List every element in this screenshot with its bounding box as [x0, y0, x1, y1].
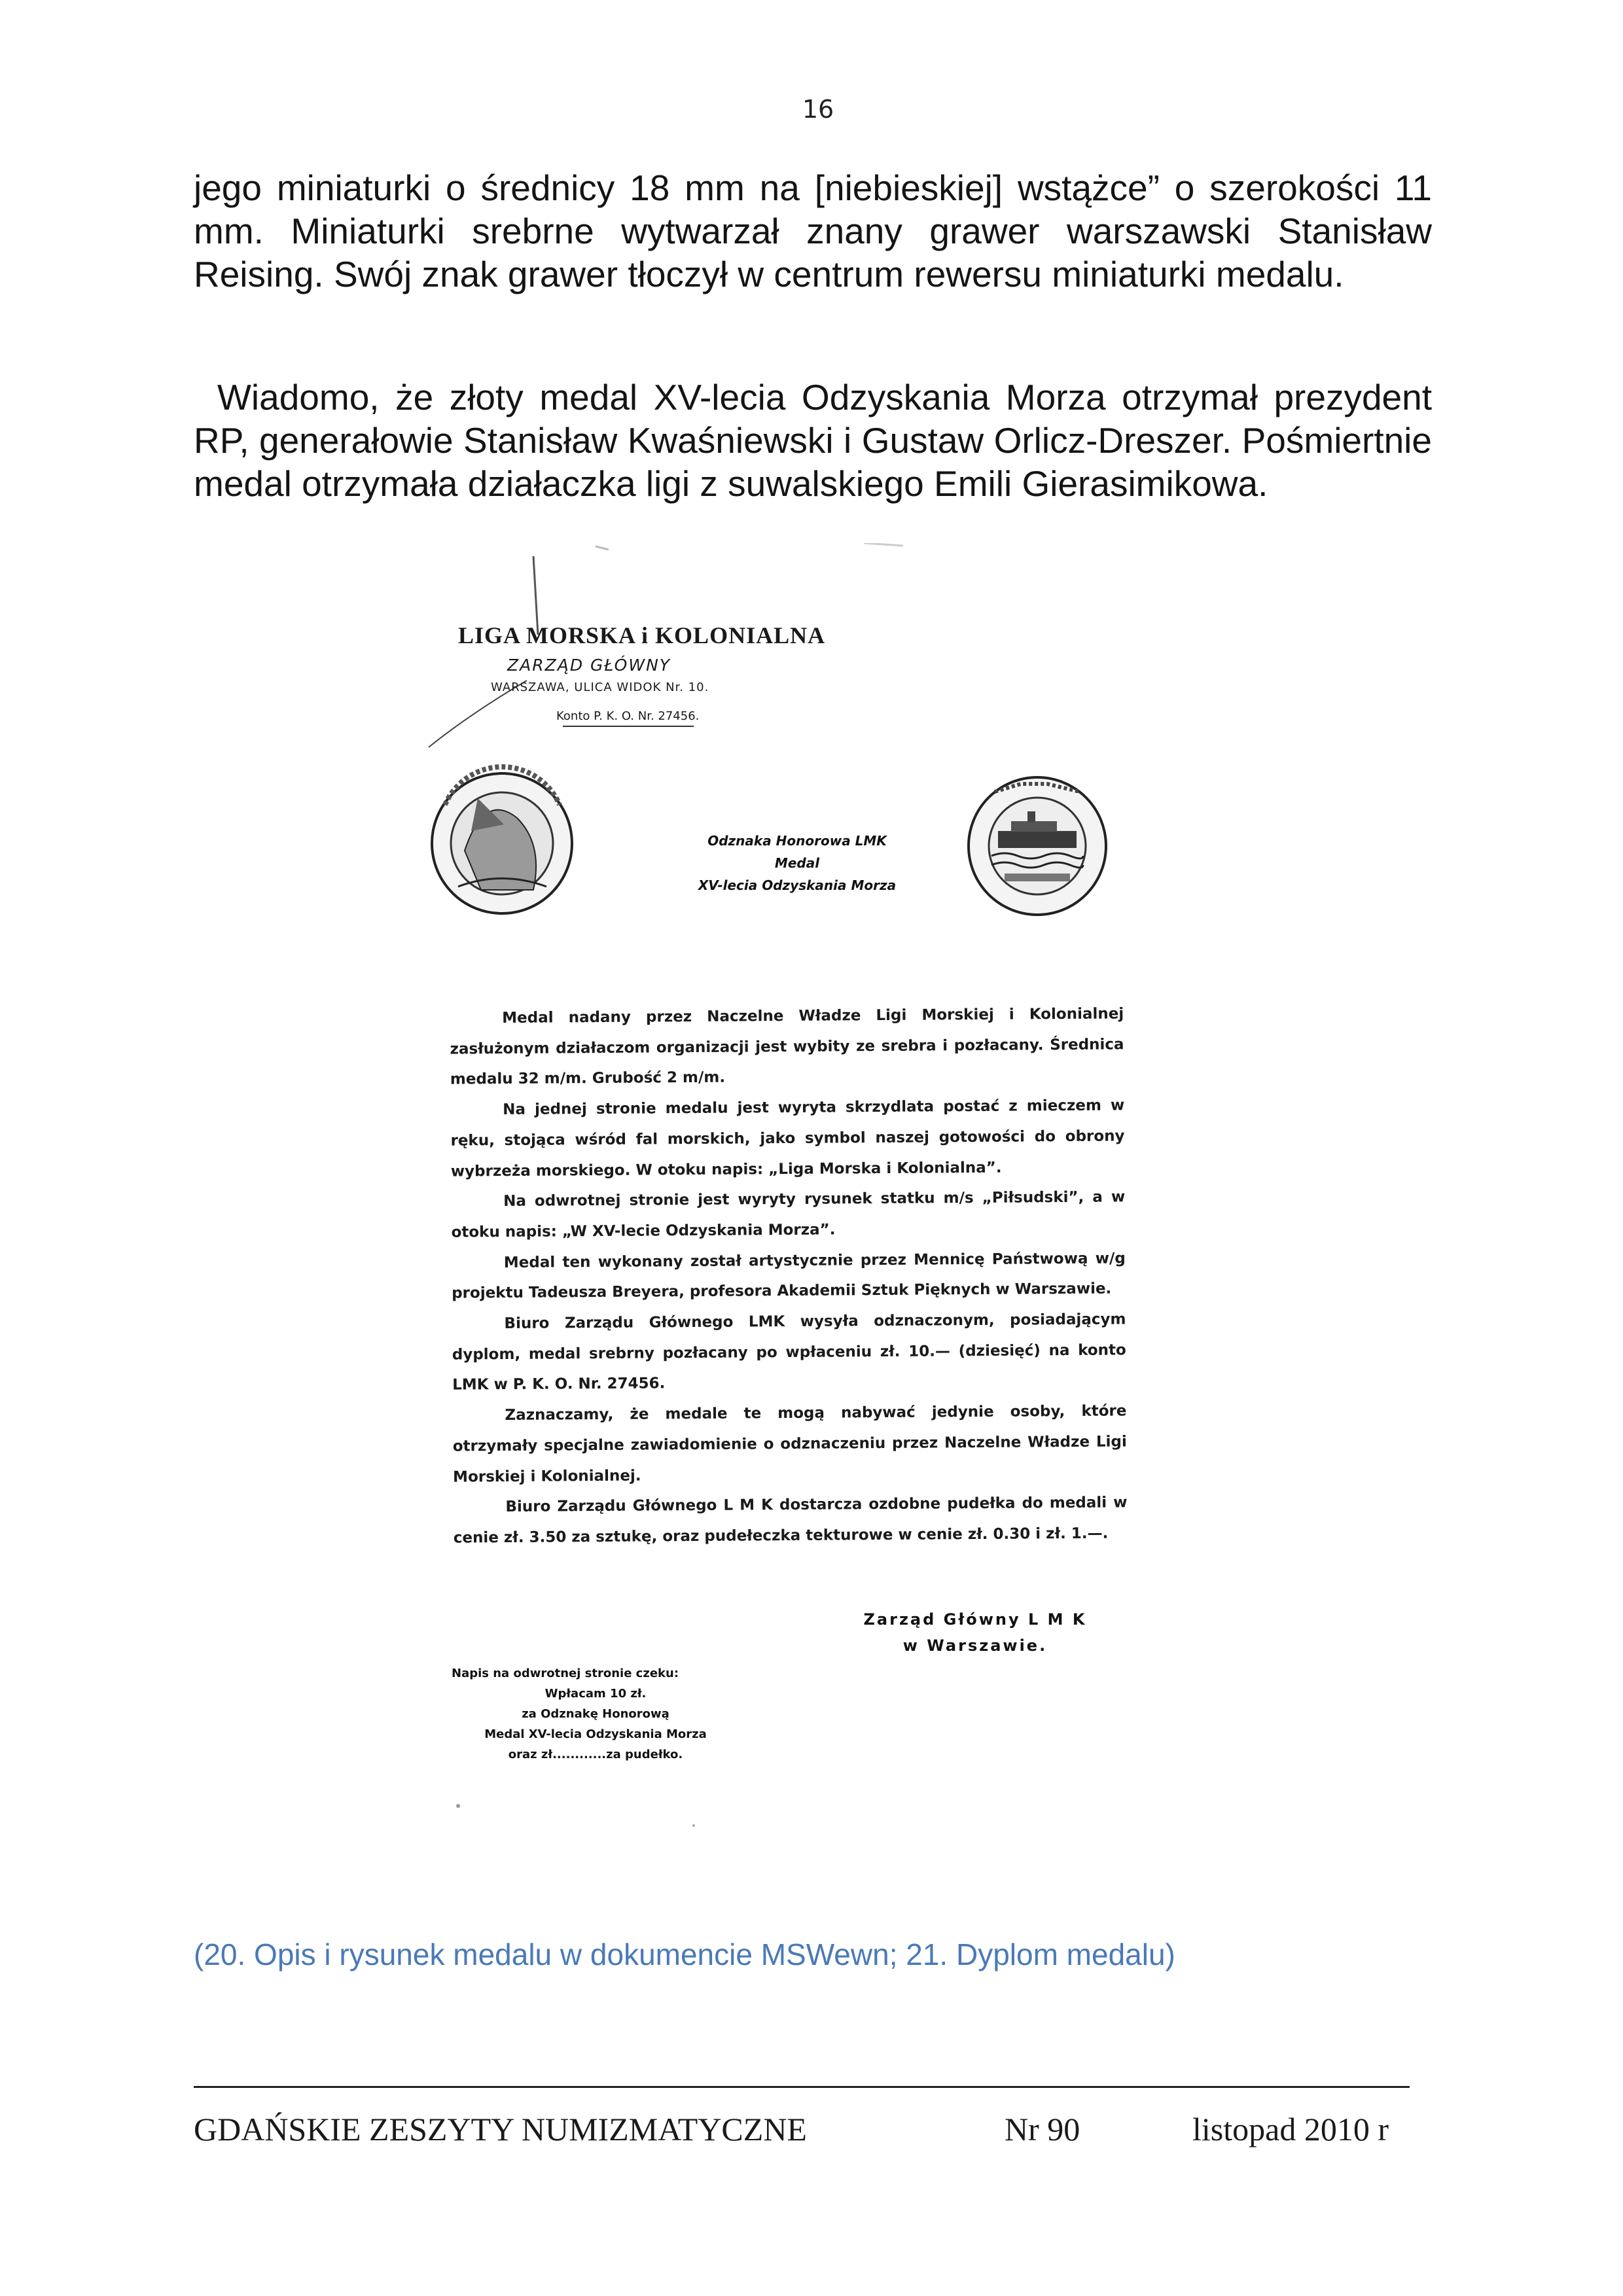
- paragraph-1: jego miniaturki o średnicy 18 mm na [niebieskiej] wstążce” o szerokości 11 mm. Miniaturki srebrne wytwarzał znany grawer warszawski Stanisław Reising. Swój znak grawer tłoczył w centrum rewersu miniaturki medalu.: [194, 168, 1432, 294]
- footer-divider: [194, 2086, 1410, 2088]
- medal-caption-line: Medal: [774, 855, 820, 871]
- footer-date: listopad 2010 r: [1192, 2111, 1389, 2147]
- letterhead-account: Konto P. K. O. Nr. 27456.: [556, 709, 700, 723]
- medal-caption: [679, 830, 915, 896]
- cheque-note-line: za Odznakę Honorową: [522, 1707, 669, 1721]
- description-paragraph: Biuro Zarządu Głównego LMK wysyła odznaczonym, posiadającym dyplom, medal srebrny pozłacany po wpłaceniu zł. 10.— (dziesięć) na konto LMK w P. K. O. Nr. 27456.: [452, 1311, 1126, 1394]
- cheque-note: [452, 1663, 740, 1765]
- description-paragraph: Medal nadany przez Naczelne Władze Ligi Morskiej i Kolonialnej zasłużonym działaczom organizacji jest wybity ze srebra i pozłacany. Średnica medalu 32 m/m. Grubość 2 m/m.: [450, 1005, 1124, 1089]
- signature-line: Zarząd Główny L M K: [863, 1610, 1087, 1629]
- cheque-note-line: Wpłacam 10 zł.: [544, 1687, 647, 1701]
- cheque-note-line: Napis na odwrotnej stronie czeku:: [452, 1667, 679, 1680]
- description-paragraph: Biuro Zarządu Głównego L M K dostarcza ozdobne pudełka do medali w cenie zł. 3.50 za sztukę, oraz pudełeczka tekturowe w cenie zł. 0.30 i zł. 1.—.: [453, 1494, 1128, 1547]
- medal-caption-line: XV-lecia Odzyskania Morza: [698, 877, 897, 893]
- signature-line: w Warszawie.: [902, 1636, 1048, 1655]
- letterhead-address: WARSZAWA, ULICA WIDOK Nr. 10.: [491, 680, 709, 694]
- medal-caption-line: Odznaka Honorowa LMK: [707, 833, 887, 849]
- figure-caption: (20. Opis i rysunek medalu w dokumencie MSWewn; 21. Dyplom medalu): [194, 1937, 1175, 1971]
- description-paragraph: Medal ten wykonany został artystycznie przez Mennicę Państwową w/g projektu Tadeusza Breyera, profesora Akademii Sztuk Pięknych w Warszawie.: [452, 1250, 1126, 1302]
- page-number: 16: [802, 95, 834, 124]
- description-paragraph: Zaznaczamy, że medale te mogą nabywać jedynie osoby, które otrzymały specjalne zawiadomienie o odznaczeniu przez Naczelne Władze Ligi Morskiej i Kolonialnej.: [452, 1402, 1127, 1486]
- cheque-note-line: Medal XV-lecia Odzyskania Morza: [484, 1727, 707, 1741]
- description-paragraph: Na odwrotnej stronie jest wyryty rysunek statku m/s „Piłsudski”, a w otoku napis: „W XV-lecie Odzyskania Morza”.: [451, 1188, 1126, 1241]
- paragraph-2: Wiadomo, że złoty medal XV-lecia Odzyskania Morza otrzymał prezydent RP, generałowie Stanisław Kwaśniewski i Gustaw Orlicz-Dreszer. Pośmiertnie medal otrzymała działaczka ligi z suwalskiego Emili Gierasimikowa.: [194, 377, 1432, 504]
- signature: [851, 1606, 1099, 1659]
- medal-reverse-image: [969, 777, 1106, 915]
- letterhead-board: ZARZĄD GŁÓWNY: [507, 656, 671, 675]
- description-paragraph: Na jednej stronie medalu jest wyryta skrzydlata postać z mieczem w ręku, stojąca wśród fal morskich, jako symbol naszej gotowości do obrony wybrzeża morskiego. W otoku napis: „Liga Morska i Kolonialna”.: [450, 1097, 1125, 1180]
- scanned-document: [366, 543, 1237, 1839]
- footer-issue: Nr 90: [1005, 2111, 1080, 2147]
- medal-obverse-image: [432, 767, 572, 913]
- letterhead-org: LIGA MORSKA i KOLONIALNA: [458, 622, 826, 648]
- footer-journal: GDAŃSKIE ZESZYTY NUMIZMATYCZNE: [194, 2111, 807, 2147]
- medal-description: [450, 998, 1128, 1553]
- cheque-note-line: oraz zł............za pudełko.: [508, 1748, 683, 1761]
